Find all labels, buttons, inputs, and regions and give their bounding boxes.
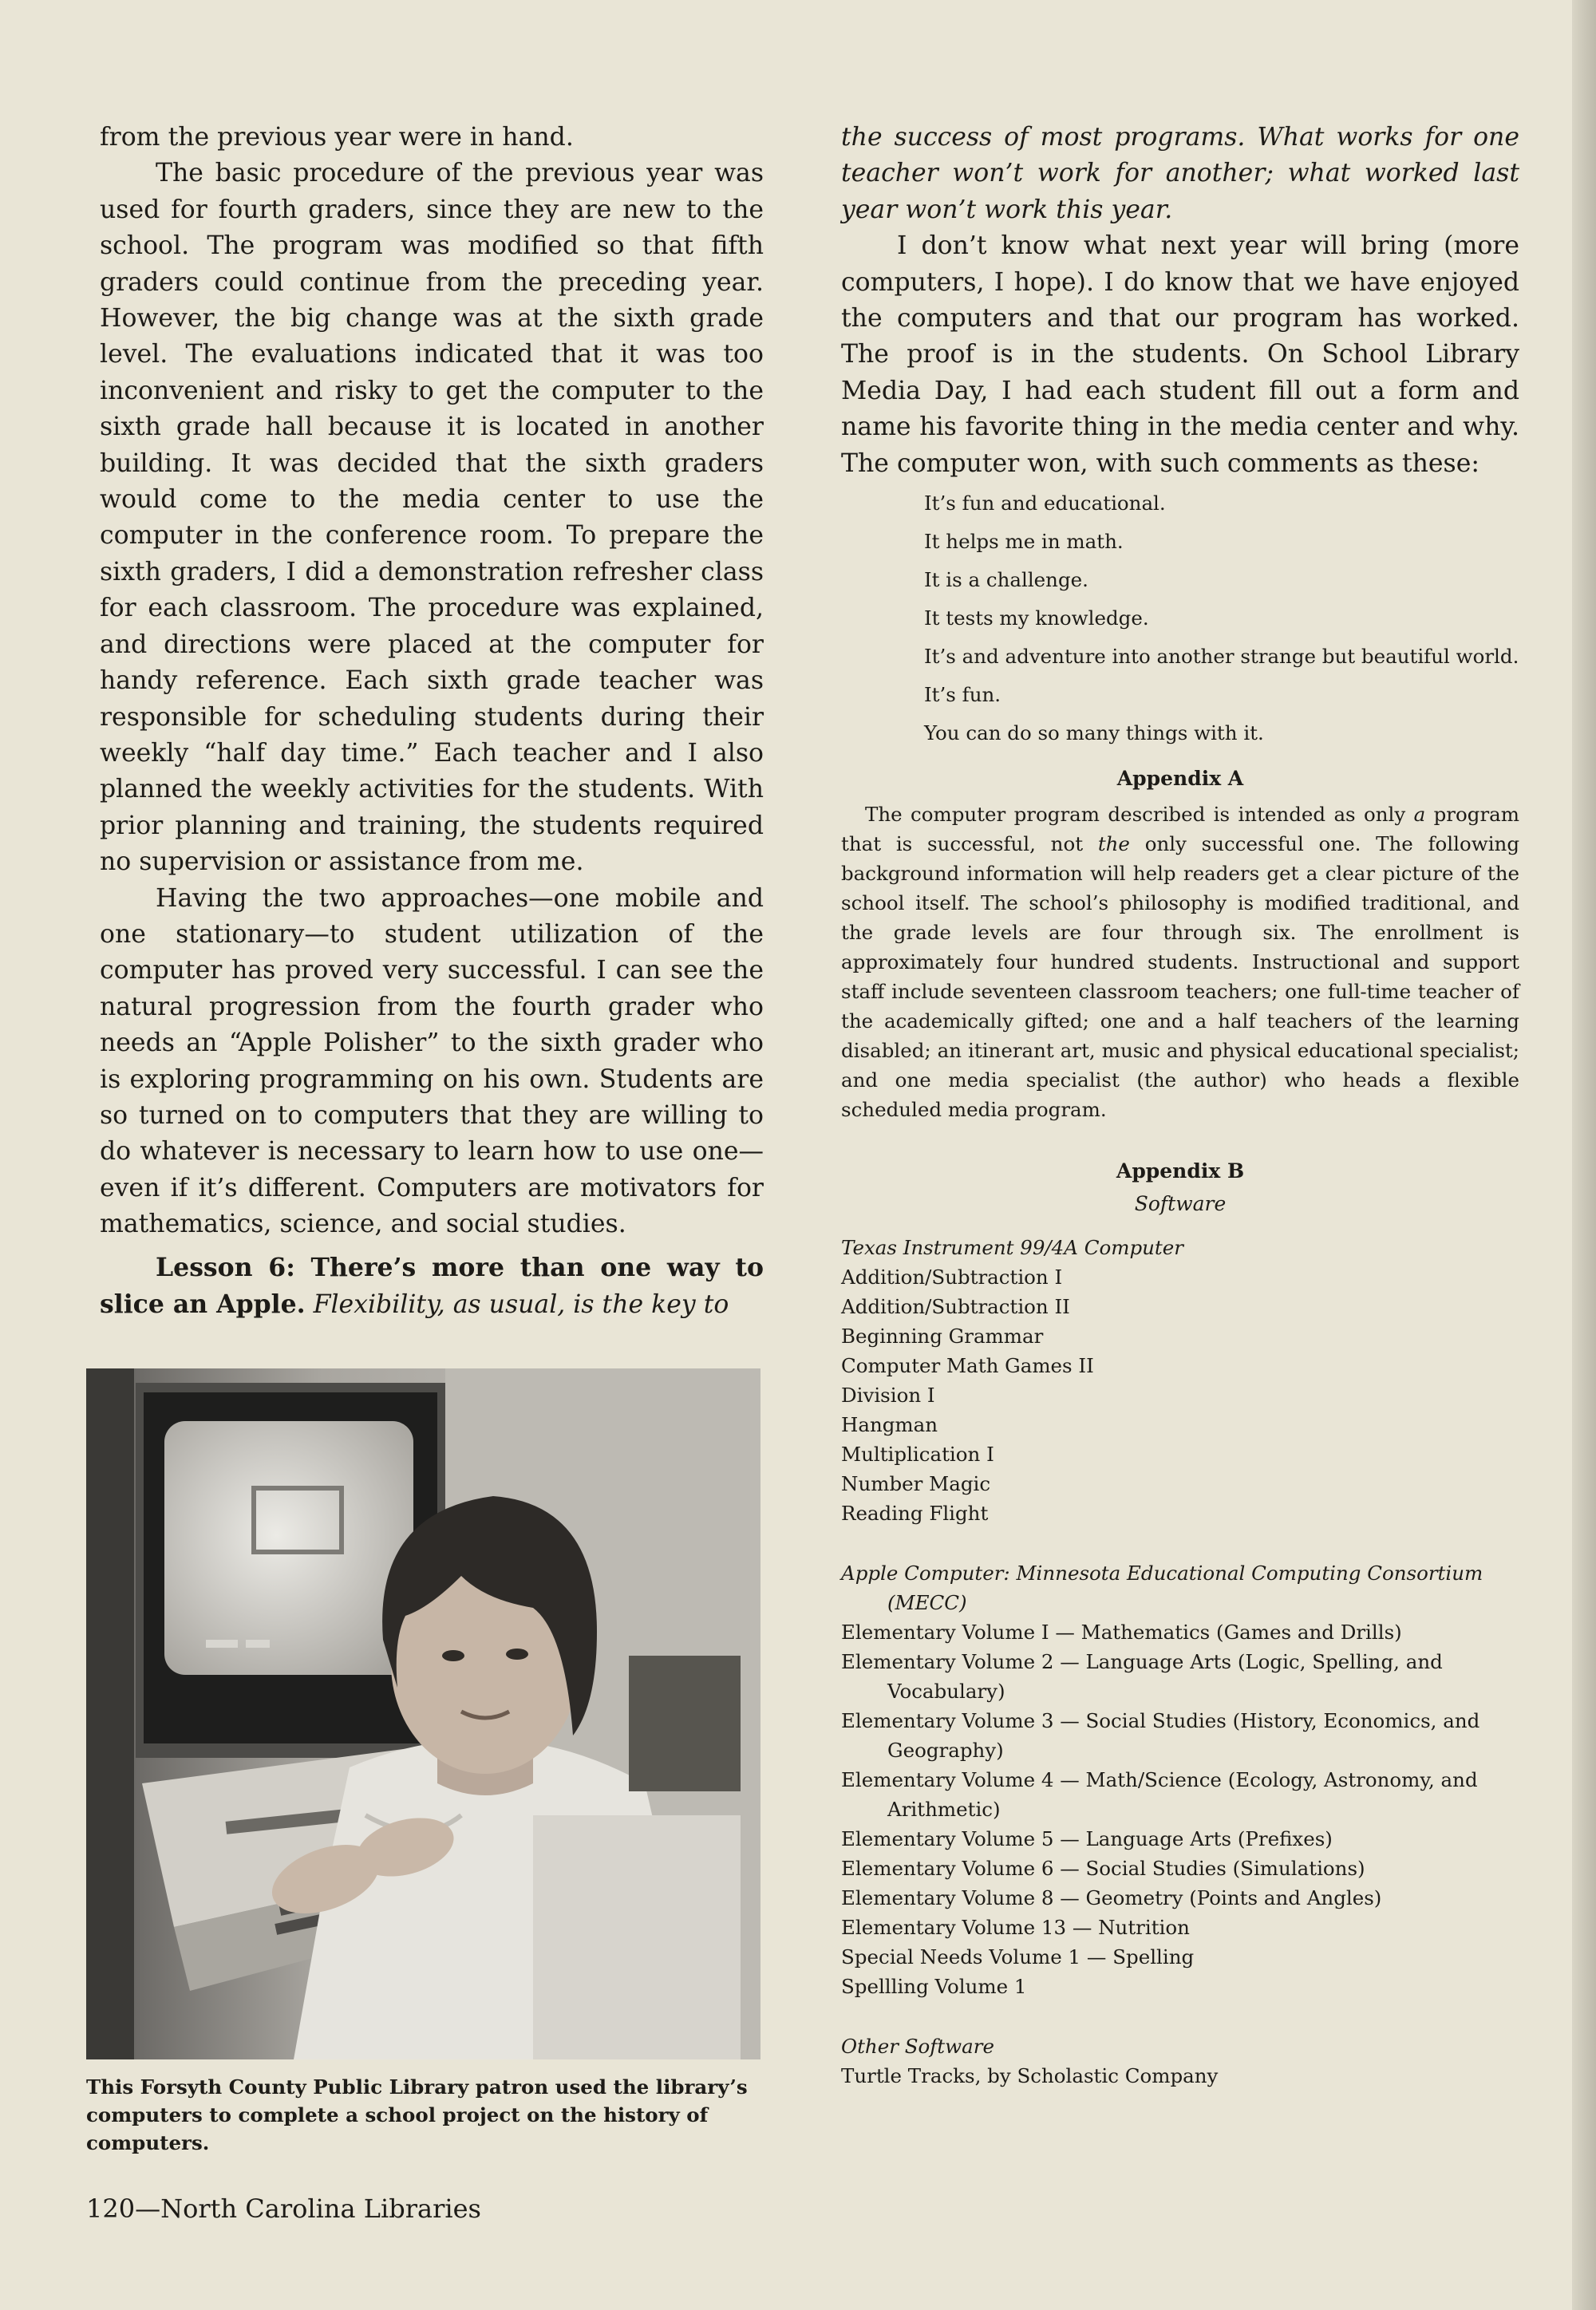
software-item: Multiplication I <box>841 1443 994 1467</box>
appendix-a-text-part: The computer program described is intended as only <box>865 803 1414 827</box>
software-item: Division I <box>841 1384 935 1408</box>
software-item: Elementary Volume 5 — Language Arts (Prefixes) <box>841 1827 1333 1851</box>
software-item: Addition/Subtraction I <box>841 1266 1063 1289</box>
appendix-a-text <box>841 800 1519 1124</box>
ti-software-heading: Texas Instrument 99/4A Computer <box>841 1236 1183 1260</box>
software-item: Turtle Tracks, by Scholastic Company <box>841 2064 1219 2088</box>
appendix-b-title: Appendix B <box>1116 1159 1245 1183</box>
other-software-heading: Other Software <box>841 2035 994 2059</box>
student-comment: It helps me in math. <box>924 530 1124 554</box>
appendix-a-italic-a: a <box>1413 803 1426 827</box>
appendix-b-subtitle: Software <box>1134 1192 1227 1216</box>
paragraph-two-approaches: Having the two approaches—one mobile and one stationary—to student utilization of the computer has proved very successful. I can see the natural progression from the fourth grader who needs an “Apple Polisher” to the sixth grader who is exploring programming on his own. Students are so turned on to computers that they are willing to do whatever is necessary to learn how to use one—even if it’s different. Computers are motivators for mathematics, science, and social studies. <box>100 883 764 1239</box>
software-item: Special Needs Volume 1 — Spelling <box>841 1945 1195 1969</box>
appendix-a-title: Appendix A <box>1116 767 1244 791</box>
software-item: Elementary Volume I — Mathematics (Games and Drills) <box>841 1621 1402 1645</box>
software-item: Elementary Volume 13 — Nutrition <box>841 1916 1190 1940</box>
right-column <box>841 120 1519 2091</box>
photo-caption: This Forsyth County Public Library patron used the library’s computers to complete a school project on the history of computers. <box>86 2075 748 2154</box>
left-column <box>100 120 764 1323</box>
software-item: Computer Math Games II <box>841 1354 1094 1378</box>
software-item: Addition/Subtraction II <box>841 1295 1070 1319</box>
paragraph-next-year: I don’t know what next year will bring (more computers, I hope). I do know that we have enjoyed the computers and that our program has worked. The proof is in the students. On School Library Media Day, I had each student fill out a form and name his favorite thing in the media center and why. The computer won, with such comments as these: <box>841 231 1519 478</box>
apple-software-list <box>841 1617 1519 2001</box>
software-item: Number Magic <box>841 1472 991 1496</box>
lesson-6-paragraph <box>100 1250 764 1324</box>
student-comment: It tests my knowledge. <box>924 606 1149 630</box>
student-comment: It’s fun and educational. <box>924 492 1166 515</box>
lesson-6-italic-text: Flexibility, as usual, is the key to <box>313 1290 729 1319</box>
software-item: Spellling Volume 1 <box>841 1975 1027 1999</box>
software-item: Reading Flight <box>841 1502 989 1526</box>
software-item: Beginning Grammar <box>841 1325 1044 1348</box>
lesson-6-heading: Lesson 6: There’s more than one way to slice an Apple. <box>100 1252 764 1319</box>
photo-illustration <box>86 1368 760 2059</box>
student-comment: It’s fun. <box>924 683 1001 707</box>
other-software-list <box>841 2061 1519 2091</box>
software-item: Elementary Volume 6 — Social Studies (Simulations) <box>841 1857 1365 1881</box>
appendix-a-text-part: program that is successful, not <box>841 803 1520 856</box>
software-item: Elementary Volume 8 — Geometry (Points and Angles) <box>841 1886 1382 1910</box>
software-item: Elementary Volume 3 — Social Studies (History, Economics, and Geography) <box>841 1709 1480 1763</box>
student-comment: It is a challenge. <box>924 568 1088 592</box>
paragraph-continuation: from the previous year were in hand. <box>100 123 574 152</box>
ti-software-list <box>841 1262 1519 1528</box>
page-footer: 120—North Carolina Libraries <box>86 2194 481 2224</box>
software-item: Elementary Volume 2 — Language Arts (Logic, Spelling, and Vocabulary) <box>841 1650 1443 1704</box>
software-item: Hangman <box>841 1413 938 1437</box>
photo-boy-at-computer <box>86 1368 760 2059</box>
page-edge-shadow <box>1572 0 1596 2310</box>
student-comment: You can do so many things with it. <box>924 721 1264 745</box>
appendix-a-text-part: only successful one. The following background information will help readers get a clear picture of the school itself. The school’s philosophy is modified traditional, and the grade levels are four through six. The enrollment is approximately four hundred students. Instructional and support staff include seventeen classroom teachers; one full-time teacher of the academically gifted; one and a half teachers of the learning disabled; an itinerant art, music and physical educational specialist; and one media specialist (the author) who heads a flexible scheduled media program. <box>841 832 1520 1122</box>
student-comment: It’s and adventure into another strange but beautiful world. <box>924 645 1519 669</box>
italic-continuation: the success of most programs. What works for one teacher won’t work for another; what worked last year won’t work this year. <box>841 123 1519 224</box>
appendix-a-italic-the: the <box>1097 832 1130 856</box>
student-comments-list <box>924 490 1519 746</box>
software-item: Elementary Volume 4 — Math/Science (Ecology, Astronomy, and Arithmetic) <box>841 1768 1478 1822</box>
apple-software-heading: Apple Computer: Minnesota Educational Computing Consortium (MECC) <box>841 1562 1483 1615</box>
paragraph-procedure: The basic procedure of the previous year was used for fourth graders, since they are new to the school. The program was modified so that fifth graders could continue from the preceding year. However, the big change was at the sixth grade level. The evaluations indicated that it was too inconvenient and risky to get the computer to the sixth grade hall because it is located in another building. It was decided that the sixth graders would come to the media center to use the computer in the conference room. To prepare the sixth graders, I did a demonstration refresher class for each classroom. The procedure was explained, and directions were placed at the computer for handy reference. Each sixth grade teacher was responsible for scheduling students during their weekly “half day time.” Each teacher and I also planned the weekly activities for the students. With prior planning and training, the students required no supervision or assistance from me. <box>100 159 764 877</box>
